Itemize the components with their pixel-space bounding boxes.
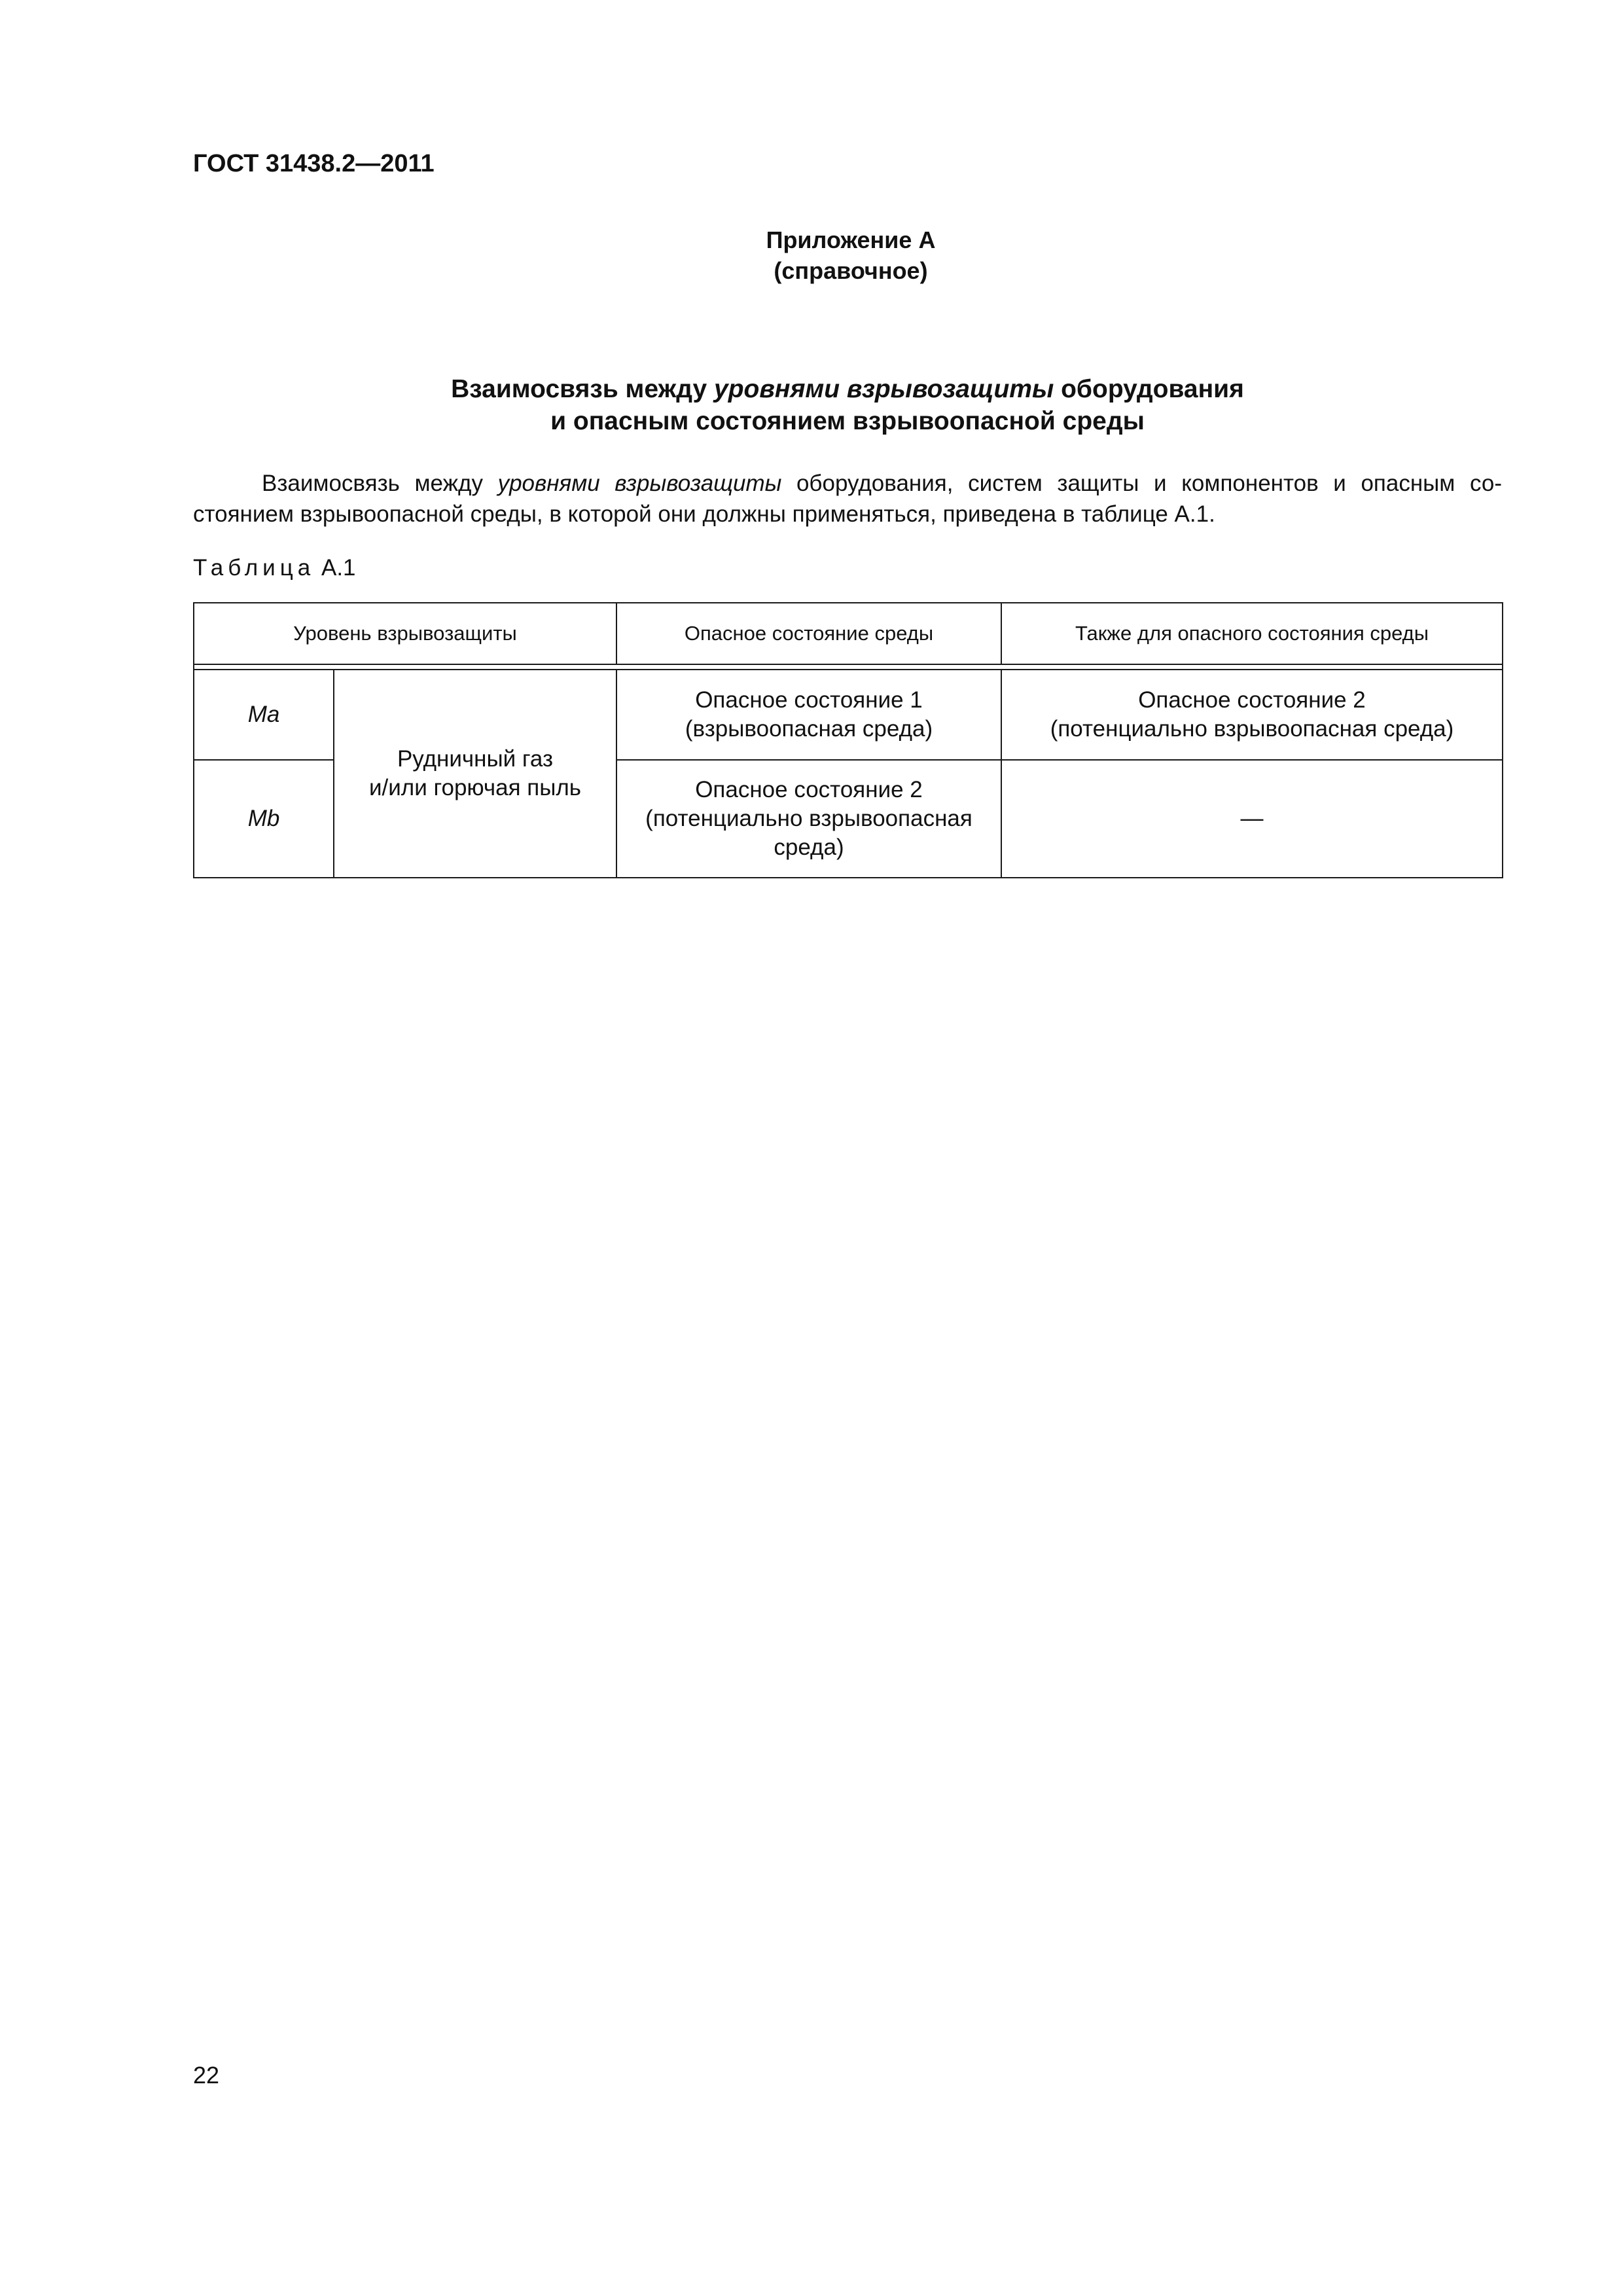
- header-separator: [194, 664, 1503, 670]
- table-row: [194, 670, 1503, 760]
- paragraph-emphasis: уровнями взрывозащиты: [497, 471, 782, 496]
- page-number: 22: [193, 2062, 220, 2089]
- hazard-state-cell: Опасное состояние 1 (взрывоопасная среда): [616, 670, 1001, 760]
- document-id: ГОСТ 31438.2—2011: [193, 150, 435, 177]
- environment-cell: Рудничный газ и/или горючая пыль: [334, 670, 616, 878]
- table-header-row: [194, 603, 1503, 664]
- table-caption-label: Таблица: [193, 555, 315, 581]
- level-cell: Mb: [194, 760, 334, 878]
- appendix-title-line-1: [193, 373, 1502, 405]
- header-also-hazard-state: Также для опасного состояния среды: [1001, 603, 1503, 664]
- table-caption: [193, 554, 356, 583]
- header-protection-level: Уровень взрывозащиты: [194, 603, 616, 664]
- level-cell: Ma: [194, 670, 334, 760]
- appendix-title-suffix: оборудования: [1054, 375, 1244, 403]
- paragraph-prefix: Взаимосвязь между: [262, 471, 498, 496]
- also-state-cell: Опасное состояние 2 (потенциально взрывоопасная среда): [1001, 670, 1503, 760]
- appendix-label: Приложение А (справочное): [766, 226, 936, 284]
- header-hazard-state: Опасное состояние среды: [616, 603, 1001, 664]
- appendix-title-emphasis: уровнями взрывозащиты: [714, 375, 1054, 403]
- body-paragraph: [193, 468, 1502, 529]
- header-separator-cell: [194, 664, 1503, 670]
- also-state-cell: —: [1001, 760, 1503, 878]
- hazard-state-cell: Опасное состояние 2 (потенциально взрывоопасная среда): [616, 760, 1001, 878]
- appendix-title-line-2: и опасным состоянием взрывоопасной среды: [550, 407, 1145, 435]
- appendix-title: [193, 373, 1502, 437]
- appendix-title-prefix: Взаимосвязь между: [451, 375, 714, 403]
- protection-level-table: [193, 602, 1503, 878]
- table-caption-number: А.1: [321, 555, 356, 581]
- paragraph-suffix: оборудования, систем защиты и компонентов и опасным состоянием взрывоопасной среды, в которой они должны применяться, приведена в таблице А.1.: [193, 471, 1502, 527]
